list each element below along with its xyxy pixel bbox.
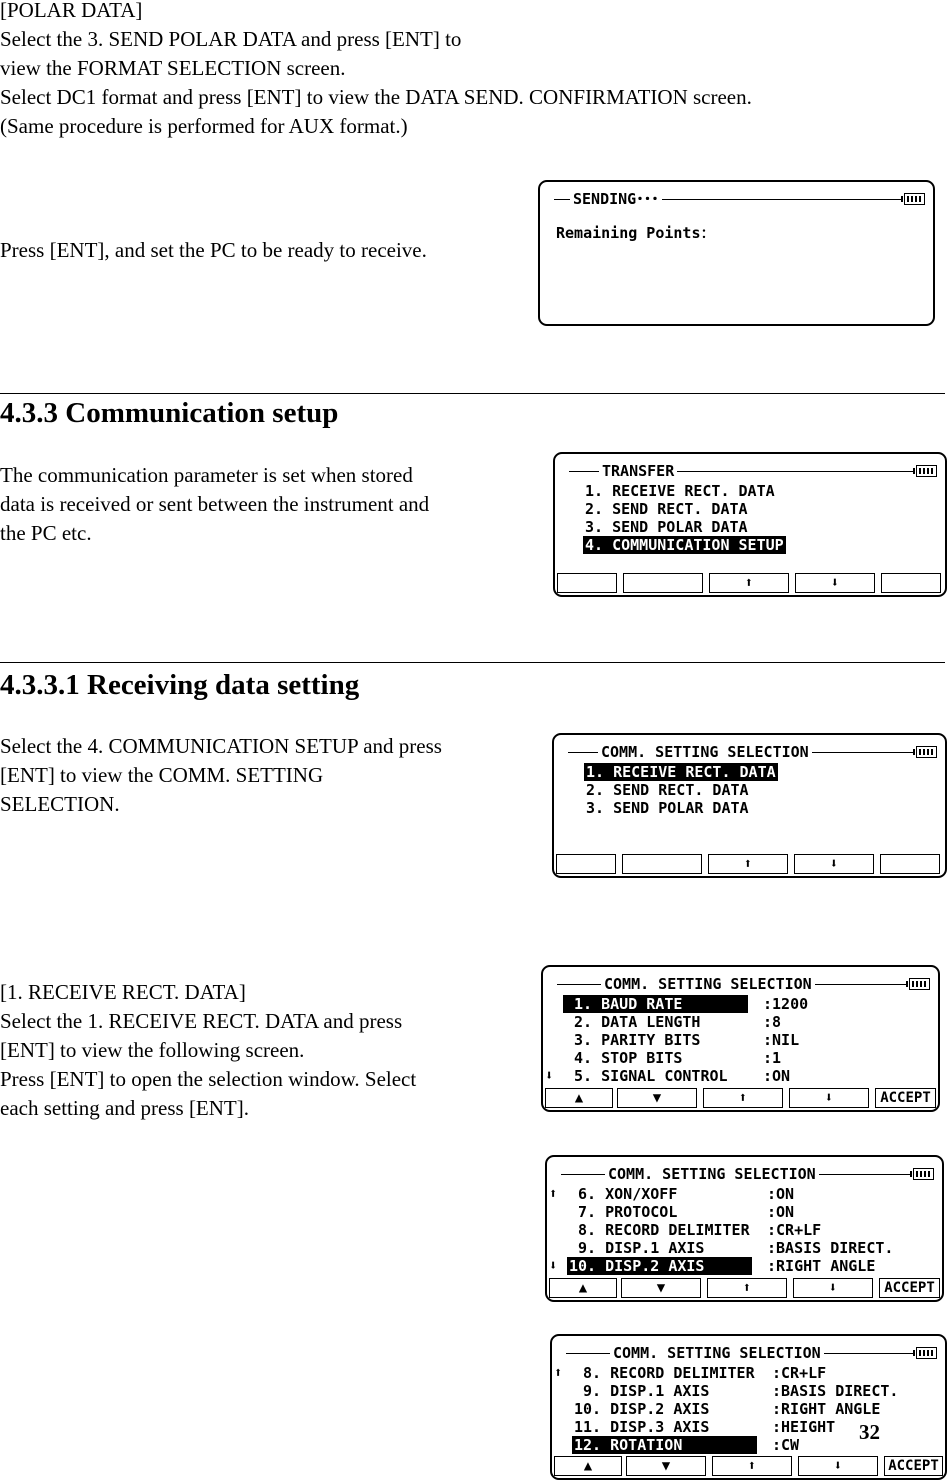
setting-value-text: 1 <box>772 1049 782 1067</box>
up-arrow-button[interactable]: ⬆ <box>703 1088 783 1108</box>
menu-item-label: 2. SEND RECT. DATA <box>585 500 748 518</box>
intro-line: (Same procedure is performed for AUX format.) <box>0 114 408 138</box>
setting-row-xon-xoff[interactable] <box>567 1185 936 1203</box>
softkey-bar <box>554 1456 943 1476</box>
receive-rect-heading: [1. RECEIVE RECT. DATA] <box>0 980 246 1004</box>
intro-line: Select DC1 format and press [ENT] to view the DATA SEND. CONFIRMATION screen. <box>0 85 752 109</box>
menu-item-label: 4. COMMUNICATION SETUP <box>585 536 784 554</box>
comm-settings-screen-2 <box>545 1155 944 1302</box>
setting-value-text: ON <box>772 1067 791 1085</box>
screen-title-bar <box>566 1344 937 1362</box>
down-arrow-button[interactable]: ⬇ <box>798 1456 878 1476</box>
down-arrow-button[interactable]: ⬇ <box>793 1278 873 1298</box>
setting-value-text: CR+LF <box>776 1221 822 1239</box>
setting-label: 9. DISP.1 AXIS <box>574 1382 755 1400</box>
screen-title: COMM. SETTING SELECTION <box>605 1165 819 1183</box>
scroll-down-indicator-icon: ⬇ <box>545 1068 554 1084</box>
setting-value: :RIGHT ANGLE <box>767 1257 876 1275</box>
polar-data-heading: [POLAR DATA] <box>0 0 143 22</box>
setting-label: 1. BAUD RATE <box>565 995 746 1013</box>
setting-label: 9. DISP.1 AXIS <box>569 1239 750 1257</box>
screen-title-bar <box>561 1165 934 1183</box>
setting-value-text: CW <box>781 1436 800 1454</box>
receive-rect-line: [ENT] to view the following screen. <box>0 1038 305 1062</box>
scroll-up-indicator-icon: ⬆ <box>549 1186 558 1202</box>
setting-row-signal-control[interactable] <box>563 1067 930 1085</box>
setting-row-disp3-axis[interactable] <box>572 1418 939 1436</box>
setting-row-baud-rate[interactable] <box>563 995 930 1013</box>
accept-button[interactable]: ACCEPT <box>884 1456 943 1476</box>
softkey-bar <box>556 854 943 874</box>
transfer-screen <box>553 452 947 597</box>
press-ent-text: Press [ENT], and set the PC to be ready to receive. <box>0 238 427 262</box>
screen-title: COMM. SETTING SELECTION <box>598 743 812 761</box>
comm-setting-selection-screen <box>552 733 947 878</box>
sending-screen <box>538 180 935 326</box>
setting-row-stop-bits[interactable] <box>563 1049 930 1067</box>
battery-icon <box>913 1168 934 1180</box>
menu-item-label: 1. RECEIVE RECT. DATA <box>586 763 776 781</box>
subsection-body-line: [ENT] to view the COMM. SETTING <box>0 763 324 787</box>
intro-line: Select the 3. SEND POLAR DATA and press [ENT] to <box>0 27 462 51</box>
setting-value: :1 <box>763 1049 782 1067</box>
setting-value: :CR+LF <box>772 1364 827 1382</box>
setting-label: 3. PARITY BITS <box>565 1031 746 1049</box>
setting-row-record-delimiter[interactable] <box>572 1364 939 1382</box>
setting-value: :1200 <box>763 995 809 1013</box>
page-number: 32 <box>859 1420 880 1444</box>
up-arrow-button[interactable]: ⬆ <box>709 573 789 593</box>
menu-item-label: 3. SEND POLAR DATA <box>585 518 748 536</box>
softkey-5[interactable] <box>880 854 940 874</box>
setting-row-record-delimiter[interactable] <box>567 1221 936 1239</box>
screen-title-bar <box>568 743 937 761</box>
setting-value-text: CR+LF <box>781 1364 827 1382</box>
section-divider <box>0 662 945 663</box>
subsection-body-line: SELECTION. <box>0 792 120 816</box>
setting-value-text: NIL <box>772 1031 800 1049</box>
softkey-1[interactable] <box>556 854 616 874</box>
setting-value-text: RIGHT ANGLE <box>776 1257 876 1275</box>
softkey-bar <box>557 573 943 593</box>
page-up-button[interactable]: ▲ <box>549 1278 617 1298</box>
screen-title: SENDING･･･ <box>570 190 662 208</box>
setting-label: 11. DISP.3 AXIS <box>574 1418 755 1436</box>
subsection-heading: 4.3.3.1 Receiving data setting <box>0 669 360 701</box>
setting-value: :BASIS DIRECT. <box>767 1239 894 1257</box>
setting-value: :RIGHT ANGLE <box>772 1400 881 1418</box>
down-arrow-button[interactable]: ⬇ <box>794 854 874 874</box>
section-body-line: data is received or sent between the instrument and <box>0 492 430 516</box>
battery-icon <box>909 978 930 990</box>
setting-value: :HEIGHT <box>772 1418 836 1436</box>
setting-value: :ON <box>763 1067 791 1085</box>
setting-value: :NIL <box>763 1031 800 1049</box>
battery-icon <box>916 465 937 477</box>
intro-line: view the FORMAT SELECTION screen. <box>0 56 346 80</box>
page-down-button[interactable]: ▼ <box>621 1278 701 1298</box>
setting-label: 5. SIGNAL CONTROL <box>565 1067 746 1085</box>
setting-value-text: ON <box>776 1203 795 1221</box>
setting-value: :ON <box>767 1185 795 1203</box>
softkey-bar <box>549 1278 940 1298</box>
battery-icon <box>904 193 925 205</box>
setting-row-protocol[interactable] <box>567 1203 936 1221</box>
comm-settings-screen-1 <box>541 965 940 1112</box>
section-body-line: The communication parameter is set when stored <box>0 463 413 487</box>
accept-button[interactable]: ACCEPT <box>879 1278 940 1298</box>
setting-row-parity-bits[interactable] <box>563 1031 930 1049</box>
setting-value-text: 8 <box>772 1013 782 1031</box>
scroll-up-indicator-icon: ⬆ <box>554 1365 563 1381</box>
section-heading: 4.3.3 Communication setup <box>0 397 339 429</box>
softkey-5[interactable] <box>881 573 941 593</box>
up-arrow-button[interactable]: ⬆ <box>708 854 788 874</box>
menu-item-label: 2. SEND RECT. DATA <box>586 781 749 799</box>
page-up-button[interactable]: ▲ <box>545 1088 613 1108</box>
screen-title: TRANSFER <box>599 462 677 480</box>
accept-button[interactable]: ACCEPT <box>875 1088 936 1108</box>
down-arrow-button[interactable]: ⬇ <box>795 573 875 593</box>
setting-label: 10. DISP.2 AXIS <box>569 1257 750 1275</box>
setting-label: 10. DISP.2 AXIS <box>574 1400 755 1418</box>
screen-title: COMM. SETTING SELECTION <box>610 1344 824 1362</box>
setting-value-text: 1200 <box>772 995 809 1013</box>
up-arrow-button[interactable]: ⬆ <box>712 1456 792 1476</box>
setting-value-text: BASIS DIRECT. <box>776 1239 894 1257</box>
receive-rect-line: each setting and press [ENT]. <box>0 1096 249 1120</box>
menu-item-label: 1. RECEIVE RECT. DATA <box>585 482 775 500</box>
softkey-1[interactable] <box>557 573 617 593</box>
setting-value-text: BASIS DIRECT. <box>781 1382 899 1400</box>
receive-rect-line: Select the 1. RECEIVE RECT. DATA and press <box>0 1009 403 1033</box>
setting-label: 6. XON/XOFF <box>569 1185 750 1203</box>
setting-value: :CW <box>772 1436 800 1454</box>
screen-title: COMM. SETTING SELECTION <box>601 975 815 993</box>
battery-icon <box>916 746 937 758</box>
screen-title-bar <box>554 190 925 208</box>
setting-label: 8. RECORD DELIMITER <box>569 1221 750 1239</box>
up-arrow-button[interactable]: ⬆ <box>707 1278 787 1298</box>
softkey-bar <box>545 1088 936 1108</box>
setting-row-rotation[interactable] <box>572 1436 939 1454</box>
down-arrow-button[interactable]: ⬇ <box>789 1088 869 1108</box>
page-up-button[interactable]: ▲ <box>554 1456 622 1476</box>
setting-value-text: HEIGHT <box>781 1418 836 1436</box>
setting-label: 12. ROTATION <box>574 1436 755 1454</box>
setting-label: 4. STOP BITS <box>565 1049 746 1067</box>
setting-value: :BASIS DIRECT. <box>772 1382 899 1400</box>
receive-rect-line: Press [ENT] to open the selection window. Select <box>0 1067 417 1091</box>
softkey-2[interactable] <box>622 854 702 874</box>
setting-value-text: RIGHT ANGLE <box>781 1400 881 1418</box>
menu-item-label: 3. SEND POLAR DATA <box>586 799 749 817</box>
setting-value: :CR+LF <box>767 1221 822 1239</box>
softkey-2[interactable] <box>623 573 703 593</box>
remaining-points-label: Remaining Points： <box>556 224 716 242</box>
setting-label: 7. PROTOCOL <box>569 1203 750 1221</box>
page-down-button[interactable]: ▼ <box>626 1456 706 1476</box>
setting-label: 8. RECORD DELIMITER <box>574 1364 755 1382</box>
section-body-line: the PC etc. <box>0 521 92 545</box>
setting-value-text: ON <box>776 1185 795 1203</box>
setting-row-disp2-axis[interactable] <box>572 1400 939 1418</box>
page-down-button[interactable]: ▼ <box>617 1088 697 1108</box>
setting-label: 2. DATA LENGTH <box>565 1013 746 1031</box>
scroll-down-indicator-icon: ⬇ <box>549 1258 558 1274</box>
setting-value: :ON <box>767 1203 795 1221</box>
setting-value: :8 <box>763 1013 782 1031</box>
subsection-body-line: Select the 4. COMMUNICATION SETUP and press <box>0 734 442 758</box>
comm-settings-screen-3 <box>550 1334 947 1480</box>
screen-title-bar <box>569 462 937 480</box>
battery-icon <box>916 1347 937 1359</box>
setting-row-disp1-axis[interactable] <box>567 1239 936 1257</box>
setting-row-data-length[interactable] <box>563 1013 930 1031</box>
setting-row-disp1-axis[interactable] <box>572 1382 939 1400</box>
screen-title-bar <box>557 975 930 993</box>
setting-row-disp2-axis[interactable] <box>567 1257 936 1275</box>
section-divider <box>0 393 945 394</box>
